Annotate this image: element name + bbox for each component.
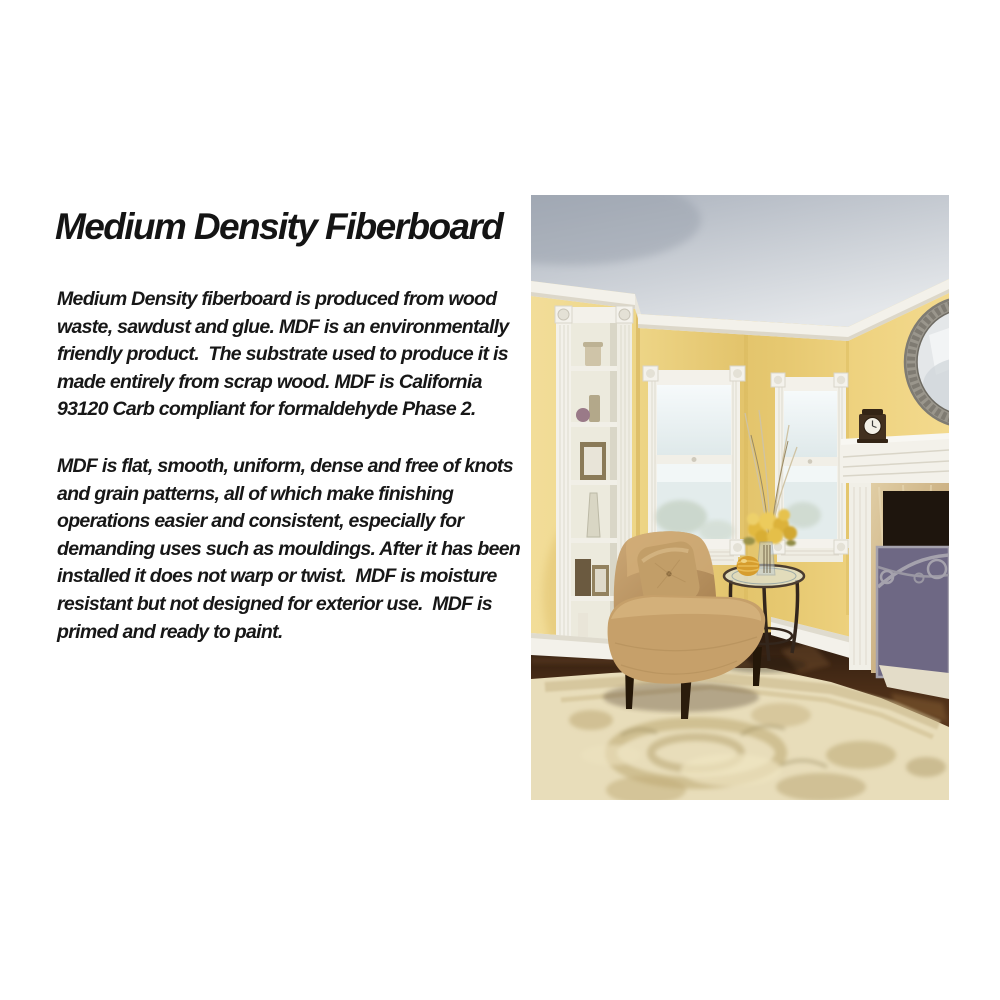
page-title: Medium Density Fiberboard: [55, 206, 503, 247]
text-line: waste, sawdust and glue. MDF is an environmentally: [57, 315, 509, 338]
text-line: Medium Density fiberboard is produced from wood: [57, 288, 497, 310]
living-room-photo: [531, 195, 949, 800]
text-line: and grain patterns, all of which make finishing: [57, 482, 454, 505]
text-line: resistant but not designed for exterior use. MDF is: [57, 592, 492, 615]
text-line: operations easier and consistent, especially for: [57, 510, 464, 533]
text-line: MDF is flat, smooth, uniform, dense and free of knots: [57, 455, 513, 477]
paragraph-2: [57, 453, 520, 646]
fire-screen: [877, 547, 949, 677]
text-line: installed it does not warp or twist. MDF is moisture: [57, 565, 497, 588]
text-line: friendly product. The substrate used to produce it is: [57, 343, 508, 366]
flowers: [743, 509, 797, 546]
text-line: primed and ready to paint.: [57, 620, 283, 643]
text-line: demanding uses such as mouldings. After it has been: [57, 537, 521, 560]
amber-glass-ball: [737, 556, 760, 576]
window-right: [771, 373, 849, 562]
fireplace: [841, 409, 949, 699]
paragraph-1: [57, 286, 509, 424]
mantel-clock: [857, 409, 888, 443]
text-line: made entirely from scrap wood. MDF is California: [57, 370, 482, 393]
text-line: 93120 Carb compliant for formaldehyde Phase 2.: [57, 398, 476, 421]
